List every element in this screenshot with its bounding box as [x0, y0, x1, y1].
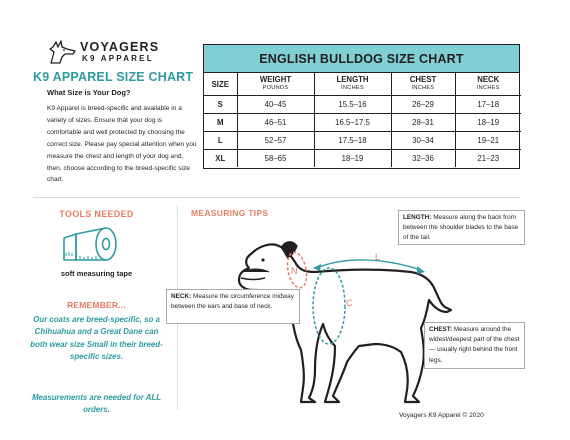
table-cell: 15.5–16 [314, 95, 391, 113]
callout-label: LENGTH: [403, 214, 432, 221]
callout-label: CHEST: [429, 326, 453, 333]
callout-text: Measure around the widest/deepest part of the chest— usually right behind the front legs. [429, 326, 520, 364]
column-header-unit: INCHES [476, 85, 500, 92]
size-table-header-row [204, 73, 521, 95]
remember-body: Our coats are breed-specific, so a Chihuahua and a Great Dane can both wear size Small in their breed-specific sizes. [30, 315, 163, 362]
table-cell: 58–65 [237, 149, 314, 167]
dog-head-logo-icon [47, 38, 77, 64]
column-header-label: NECK [477, 75, 500, 85]
column-header [314, 73, 391, 95]
section-subtitle: What Size is Your Dog? [47, 88, 131, 97]
table-cell: 17–18 [455, 95, 521, 113]
column-header [455, 73, 521, 95]
table-cell: 19–21 [455, 131, 521, 149]
table-cell: 46–51 [237, 113, 314, 131]
callout-text: Measure along the back from between the shoulder blades to the base of the tail. [403, 214, 519, 242]
size-cell: M [204, 113, 237, 131]
column-header-unit: INCHES [341, 85, 364, 92]
table-cell: 52–57 [237, 131, 314, 149]
column-header [237, 73, 314, 95]
measuring-tips-title: MEASURING TIPS [191, 208, 269, 218]
remember-note: Measurements are needed for ALL orders. [31, 393, 162, 414]
measuring-tape-icon [62, 222, 124, 266]
column-header-label: CHEST [409, 75, 437, 85]
column-header-label: SIZE [211, 79, 229, 89]
callout-text: Measure the circumference midway between the ears and base of neck. [171, 293, 294, 311]
table-row [204, 95, 521, 113]
remember-title: REMEMBER... [67, 300, 126, 310]
chest-marker: C [346, 298, 353, 308]
size-cell: XL [204, 149, 237, 167]
table-cell: 21–23 [477, 153, 500, 163]
table-cell: 16.5–17.5 [314, 113, 391, 131]
size-cell: L [204, 131, 237, 149]
table-cell: 40–45 [237, 95, 314, 113]
table-cell: 28–31 [391, 113, 455, 131]
table-row [204, 149, 521, 167]
callout-label: NECK: [171, 293, 192, 300]
column-header-unit: POUNDS [262, 85, 289, 92]
table-row [204, 113, 521, 131]
intro-paragraph: K9 Apparel is breed-specific and available in a variety of sizes. Ensure that your dog is comfortable and well protected by choosing the correct size. Please pay special attention when you measure the chest and length of your dog and, then, choose according to the breed-specific size chart. [47, 105, 197, 184]
table-cell: 17.5–18 [314, 131, 391, 149]
table-cell: 26–29 [391, 95, 455, 113]
length-marker: L [375, 252, 381, 262]
size-table [204, 73, 521, 167]
brand-logo [47, 38, 197, 66]
table-cell: 18–19 [455, 113, 521, 131]
size-chart [203, 44, 520, 169]
horizontal-divider [33, 197, 520, 198]
neck-callout [166, 289, 300, 324]
size-cell: S [204, 95, 237, 113]
column-header [204, 73, 237, 95]
tools-title: TOOLS NEEDED [59, 209, 134, 219]
table-cell: 32–36 [391, 149, 455, 167]
page-title: K9 APPAREL SIZE CHART [33, 70, 194, 84]
neck-marker: N [291, 266, 298, 276]
copyright-footer: Voyagers K9 Apparel © 2020 [399, 412, 484, 419]
table-cell: 18–19 [314, 149, 391, 167]
length-callout [398, 210, 525, 245]
size-chart-title: ENGLISH BULLDOG SIZE CHART [204, 45, 519, 73]
brand-name: VOYAGERS [80, 40, 160, 54]
chest-callout [424, 322, 525, 369]
table-cell: 30–34 [391, 131, 455, 149]
table-row [204, 131, 521, 149]
column-header [391, 73, 455, 95]
column-header-unit: INCHES [411, 85, 435, 92]
tool-label: soft measuring tape [60, 269, 133, 278]
brand-sub: K9 APPAREL [82, 54, 154, 63]
column-header-label: WEIGHT [259, 75, 292, 85]
column-header-label: LENGTH [336, 75, 369, 85]
